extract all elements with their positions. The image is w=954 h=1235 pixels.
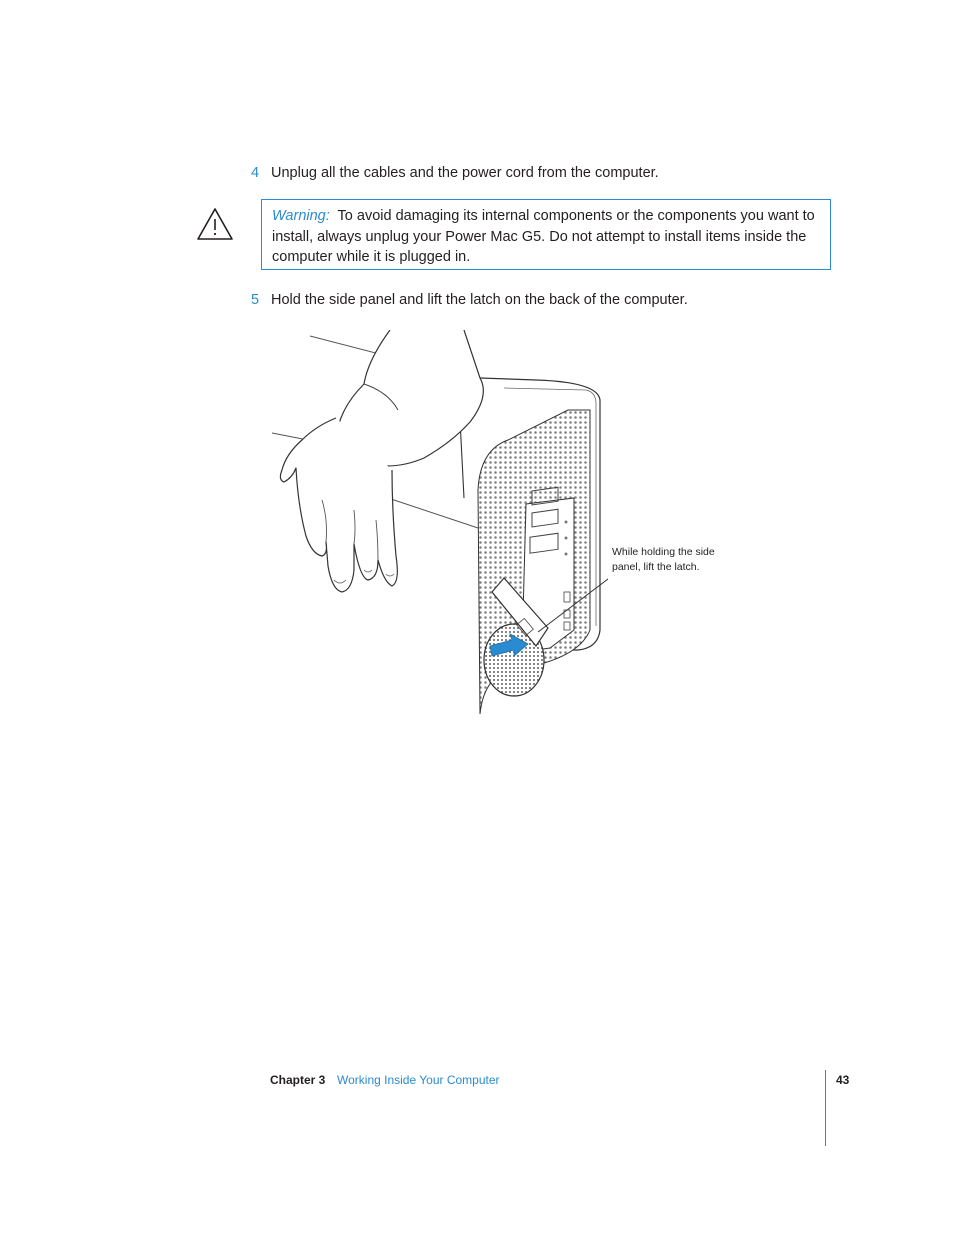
callout-line-1: While holding the side: [612, 546, 715, 558]
step-number: 5: [251, 292, 260, 308]
warning-text: To avoid damaging its internal components or the components you want to install, always unplug your Power Mac G5. Do not attempt to install items inside the computer while it is plugged in.: [272, 208, 815, 265]
step-5: [251, 290, 811, 310]
step-number: 4: [251, 165, 260, 181]
footer-chapter: Chapter 3: [270, 1073, 326, 1087]
warning-label: Warning:: [272, 208, 330, 224]
callout-line-2: panel, lift the latch.: [612, 561, 700, 573]
power-mac-side-panel-illustration: [268, 330, 608, 722]
step-text: Unplug all the cables and the power cord from the computer.: [271, 165, 659, 181]
footer-divider: [825, 1070, 826, 1146]
page-number: 43: [836, 1073, 850, 1087]
step-text: Hold the side panel and lift the latch on the back of the computer.: [271, 292, 688, 308]
callout-label: [612, 545, 715, 575]
footer-chapter-title: Working Inside Your Computer: [337, 1073, 500, 1087]
warning-box: [261, 199, 831, 270]
warning-triangle-icon: [196, 207, 234, 241]
step-4: [251, 163, 811, 183]
